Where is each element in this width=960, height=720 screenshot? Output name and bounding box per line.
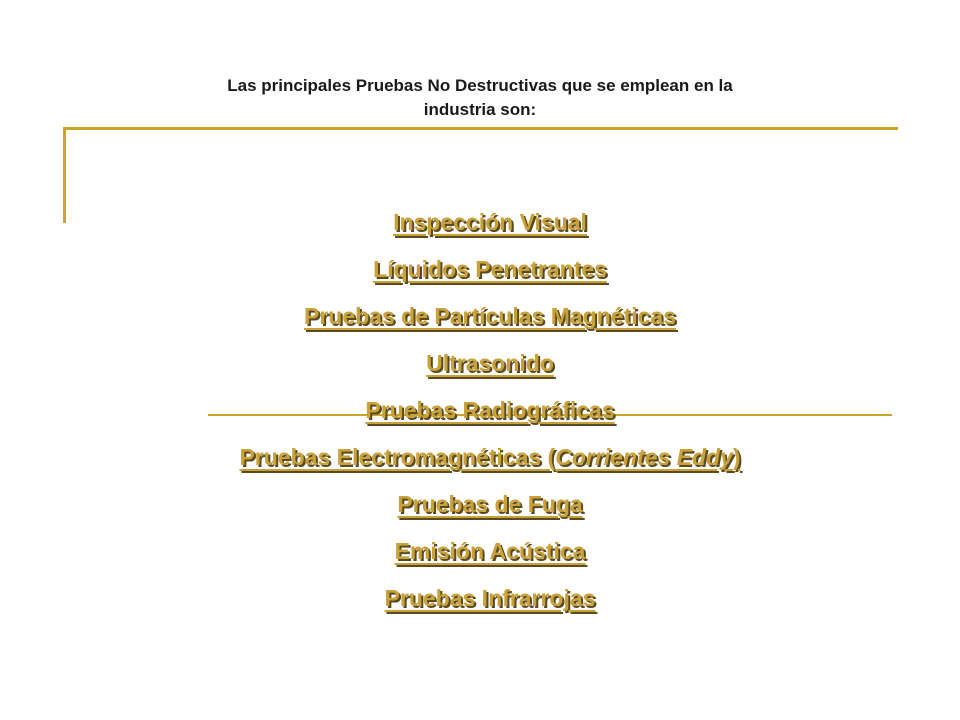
list-item	[120, 202, 860, 249]
list-item	[120, 578, 860, 625]
list-item	[120, 484, 860, 531]
link-pruebas-de-fuga[interactable]: Pruebas de Fuga	[397, 491, 583, 517]
list-item	[120, 437, 860, 484]
link-infrarrojas[interactable]: Pruebas Infrarrojas	[384, 585, 596, 611]
list-item	[120, 390, 860, 437]
link-electromagneticas-label: Pruebas Electromagnéticas (	[239, 444, 556, 470]
list-item	[120, 296, 860, 343]
link-liquidos-penetrantes[interactable]: Líquidos Penetrantes	[373, 256, 607, 282]
list-item	[120, 531, 860, 578]
top-horizontal-rule	[63, 127, 898, 130]
link-electromagneticas-italic: Corrientes Eddy	[555, 444, 733, 470]
left-vertical-rule	[63, 127, 66, 223]
link-ultrasonido[interactable]: Ultrasonido	[426, 350, 554, 376]
link-electromagneticas[interactable]	[239, 444, 740, 470]
link-inspeccion-visual[interactable]: Inspección Visual	[393, 209, 587, 235]
link-particulas-magneticas[interactable]: Pruebas de Partículas Magnéticas	[304, 303, 676, 329]
list-item	[120, 343, 860, 390]
link-emision-acustica[interactable]: Emisión Acústica	[394, 538, 586, 564]
link-radiograficas[interactable]: Pruebas Radiográficas	[365, 397, 615, 423]
link-electromagneticas-suffix: )	[732, 444, 741, 470]
slide-title: Las principales Pruebas No Destructivas que se emplean en la industria son:	[227, 76, 733, 119]
list-item	[120, 249, 860, 296]
ndt-methods-list	[120, 202, 860, 625]
